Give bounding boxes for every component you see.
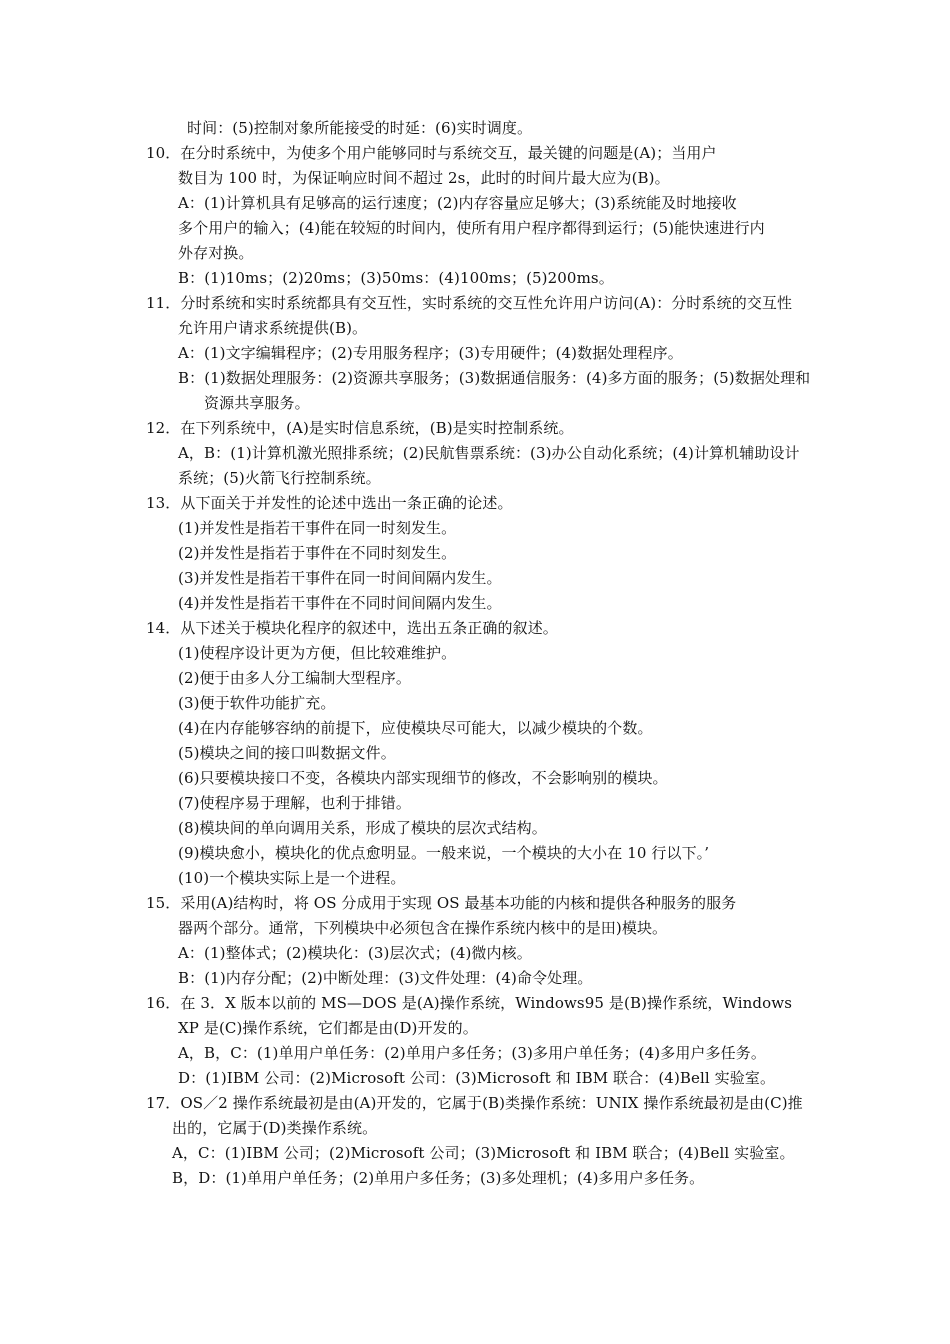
text-line: 系统；(5)火箭飞行控制系统。 [178, 469, 381, 487]
text-line: A，B：(1)计算机激光照排系统；(2)民航售票系统：(3)办公自动化系统；(4)计算机辅助设计 [178, 444, 800, 462]
text-line: 资源共享服务。 [204, 394, 310, 412]
text-line: 时间：(5)控制对象所能接受的时延：(6)实时调度。 [187, 119, 533, 137]
text-line: A，B，C：(1)单用户单任务：(2)单用户多任务；(3)多用户单任务；(4)多用户多任务。 [178, 1044, 766, 1062]
text-line: (8)模块间的单向调用关系，形成了模块的层次式结构。 [178, 819, 547, 837]
text-line: (1)使程序设计更为方便，但比较难维护。 [178, 644, 457, 662]
text-line: (2)并发性是指若于事件在不同时刻发生。 [178, 544, 457, 562]
text-line: (2)便于由多人分工编制大型程序。 [178, 669, 411, 687]
text-line: (6)只要模块接口不变，各模块内部实现细节的修改，不会影响别的模块。 [178, 769, 668, 787]
text-line: A：(1)整体式；(2)模块化：(3)层次式；(4)微内核。 [178, 944, 532, 962]
text-line: (7)使程序易于理解，也利于排错。 [178, 794, 411, 812]
text-line: (5)模块之间的接口叫数据文件。 [178, 744, 396, 762]
question-17: 17．OS／2 操作系统最初是由(A)开发的，它属于(B)类操作系统：UNIX 操作系统最初是由(C)推 [146, 1094, 803, 1112]
text-line: A：(1)计算机具有足够高的运行速度；(2)内存容量应足够大；(3)系统能及时地接收 [178, 194, 737, 212]
text-line: A，C：(1)IBM 公司；(2)Microsoft 公司；(3)Microsoft 和 IBM 联合；(4)Bell 实验室。 [172, 1144, 795, 1162]
text-line: B：(1)10ms；(2)20ms；(3)50ms：(4)100ms；(5)200ms。 [178, 269, 614, 287]
text-line: B，D：(1)单用户单任务；(2)单用户多任务；(3)多处理机；(4)多用户多任务。 [172, 1169, 705, 1187]
text-line: (1)并发性是指若干事件在同一时刻发生。 [178, 519, 457, 537]
text-line: 允许用户请求系统提供(B)。 [178, 319, 368, 337]
text-line: 数目为 100 时，为保证响应时间不超过 2s，此时的时间片最大应为(B)。 [178, 169, 670, 187]
question-11: 11．分时系统和实时系统都具有交互性，实时系统的交互性允许用户访问(A)：分时系统的交互性 [146, 294, 793, 312]
question-13: 13．从下面关于并发性的论述中选出一条正确的论述。 [146, 494, 513, 512]
text-line: 器两个部分。通常，下列模块中必须包含在操作系统内核中的是田)模块。 [178, 919, 668, 937]
text-line: (4)并发性是指若干事件在不同时间间隔内发生。 [178, 594, 502, 612]
text-line: (3)并发性是指若干事件在同一时间间隔内发生。 [178, 569, 502, 587]
text-line: (9)模块愈小，模块化的优点愈明显。一般来说，一个模块的大小在 10 行以下。’ [178, 844, 710, 862]
question-16: 16．在 3．X 版本以前的 MS—DOS 是(A)操作系统，Windows95 是(B)操作系统，Windows [146, 994, 792, 1012]
text-line: D：(1)IBM 公司：(2)Microsoft 公司：(3)Microsoft 和 IBM 联合：(4)Bell 实验室。 [178, 1069, 776, 1087]
question-15: 15．采用(A)结构时，将 OS 分成用于实现 OS 最基本功能的内核和提供各种服务的服务 [146, 894, 737, 912]
text-line: (10)一个模块实际上是一个进程。 [178, 869, 406, 887]
text-line: 外存对换。 [178, 244, 254, 262]
text-line: B：(1)内存分配；(2)中断处理：(3)文件处理：(4)命令处理。 [178, 969, 593, 987]
question-14: 14．从下述关于模块化程序的叙述中，选出五条正确的叙述。 [146, 619, 558, 637]
question-10: 10．在分时系统中，为使多个用户能够同时与系统交互，最关键的问题是(A)；当用户 [146, 144, 717, 162]
text-line: (3)便于软件功能扩充。 [178, 694, 336, 712]
question-12: 12．在下列系统中，(A)是实时信息系统，(B)是实时控制系统。 [146, 419, 574, 437]
text-line: A：(1)文字编辑程序；(2)专用服务程序；(3)专用硬件；(4)数据处理程序。 [178, 344, 683, 362]
text-line: XP 是(C)操作系统，它们都是由(D)开发的。 [178, 1019, 478, 1037]
text-line: B：(1)数据处理服务：(2)资源共享服务；(3)数据通信服务：(4)多方面的服务；(5)数据处理和 [178, 369, 811, 387]
text-line: 多个用户的输入；(4)能在较短的时间内，使所有用户程序都得到运行；(5)能快速进行内 [178, 219, 765, 237]
text-line: (4)在内存能够容纳的前提下，应使模块尽可能大，以减少模块的个数。 [178, 719, 653, 737]
text-line: 出的，它属于(D)类操作系统。 [172, 1119, 378, 1137]
